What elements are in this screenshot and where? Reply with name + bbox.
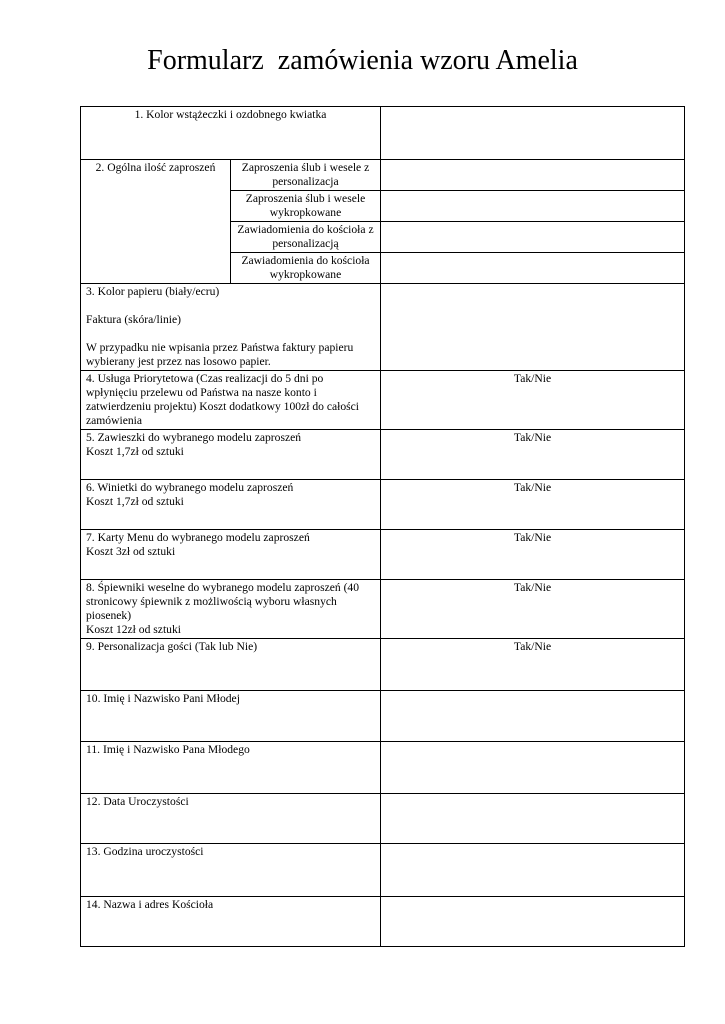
songbooks-yes-no[interactable]: Tak/Nie	[381, 580, 685, 639]
ceremony-date-label: 12. Data Uroczystości	[81, 794, 381, 844]
tags-price: Koszt 1,7zł od sztuki	[86, 445, 184, 458]
row-menu-cards	[81, 530, 685, 580]
paper-color-text: 3. Kolor papieru (biały/ecru)	[86, 285, 220, 298]
paper-color-label	[81, 284, 381, 371]
guest-personalization-yes-no[interactable]: Tak/Nie	[381, 639, 685, 691]
place-cards-yes-no[interactable]: Tak/Nie	[381, 480, 685, 530]
tags-label	[81, 430, 381, 480]
page-title: Formularz zamówienia wzoru Amelia	[147, 45, 578, 76]
row-church-address	[81, 897, 685, 947]
paper-color-field[interactable]	[381, 284, 685, 371]
row-invitation-count	[81, 160, 685, 191]
row-tags	[81, 430, 685, 480]
menu-cards-text: 7. Karty Menu do wybranego modelu zaproszeń	[86, 531, 310, 544]
invitation-type-label: Zaproszenia ślub i wesele wykropkowane	[231, 191, 381, 222]
guest-personalization-label: 9. Personalizacja gości (Tak lub Nie)	[81, 639, 381, 691]
place-cards-price: Koszt 1,7zł od sztuki	[86, 495, 184, 508]
row-groom-name	[81, 742, 685, 794]
invitation-count-field[interactable]	[381, 253, 685, 284]
invitation-count-field[interactable]	[381, 222, 685, 253]
row-priority-service	[81, 371, 685, 430]
ceremony-time-label: 13. Godzina uroczystości	[81, 844, 381, 897]
invitation-type-label: Zawiadomienia do kościoła z personalizacją	[231, 222, 381, 253]
songbooks-text: 8. Śpiewniki weselne do wybranego modelu zaproszeń (40 stronicowy śpiewnik z możliwością wyboru własnych piosenek)	[86, 581, 360, 622]
tags-yes-no[interactable]: Tak/Nie	[381, 430, 685, 480]
priority-service-yes-no[interactable]: Tak/Nie	[381, 371, 685, 430]
groom-name-label: 11. Imię i Nazwisko Pana Młodego	[81, 742, 381, 794]
invitation-count-field[interactable]	[381, 160, 685, 191]
groom-name-field[interactable]	[381, 742, 685, 794]
place-cards-label	[81, 480, 381, 530]
ceremony-date-field[interactable]	[381, 794, 685, 844]
menu-cards-label	[81, 530, 381, 580]
place-cards-text: 6. Winietki do wybranego modelu zaproszeń	[86, 481, 294, 494]
ceremony-time-field[interactable]	[381, 844, 685, 897]
songbooks-price: Koszt 12zł od sztuki	[86, 623, 181, 636]
order-form-table	[80, 106, 685, 947]
invitation-count-field[interactable]	[381, 191, 685, 222]
paper-texture-text: Faktura (skóra/linie)	[86, 313, 181, 326]
bride-name-field[interactable]	[381, 691, 685, 742]
ribbon-color-label: 1. Kolor wstążeczki i ozdobnego kwiatka	[81, 107, 381, 160]
row-ceremony-time	[81, 844, 685, 897]
paper-note-text: W przypadku nie wpisania przez Państwa faktury papieru wybierany jest przez nas losowo papier.	[86, 341, 354, 368]
church-address-field[interactable]	[381, 897, 685, 947]
invitation-count-label: 2. Ogólna ilość zaproszeń	[81, 160, 231, 284]
row-ribbon-color	[81, 107, 685, 160]
tags-text: 5. Zawieszki do wybranego modelu zaproszeń	[86, 431, 302, 444]
bride-name-label: 10. Imię i Nazwisko Pani Młodej	[81, 691, 381, 742]
menu-cards-yes-no[interactable]: Tak/Nie	[381, 530, 685, 580]
invitation-type-label: Zawiadomienia do kościoła wykropkowane	[231, 253, 381, 284]
songbooks-label	[81, 580, 381, 639]
row-guest-personalization	[81, 639, 685, 691]
row-bride-name	[81, 691, 685, 742]
priority-service-label: 4. Usługa Priorytetowa (Czas realizacji do 5 dni po wpłynięciu przelewu od Państwa na nasze konto i zatwierdzeniu projektu) Koszt dodatkowy 100zł do całości zamówienia	[81, 371, 381, 430]
invitation-type-label: Zaproszenia ślub i wesele z personalizacja	[231, 160, 381, 191]
church-address-label: 14. Nazwa i adres Kościoła	[81, 897, 381, 947]
row-place-cards	[81, 480, 685, 530]
row-paper-color	[81, 284, 685, 371]
row-ceremony-date	[81, 794, 685, 844]
menu-cards-price: Koszt 3zł od sztuki	[86, 545, 176, 558]
ribbon-color-field[interactable]	[381, 107, 685, 160]
row-songbooks	[81, 580, 685, 639]
